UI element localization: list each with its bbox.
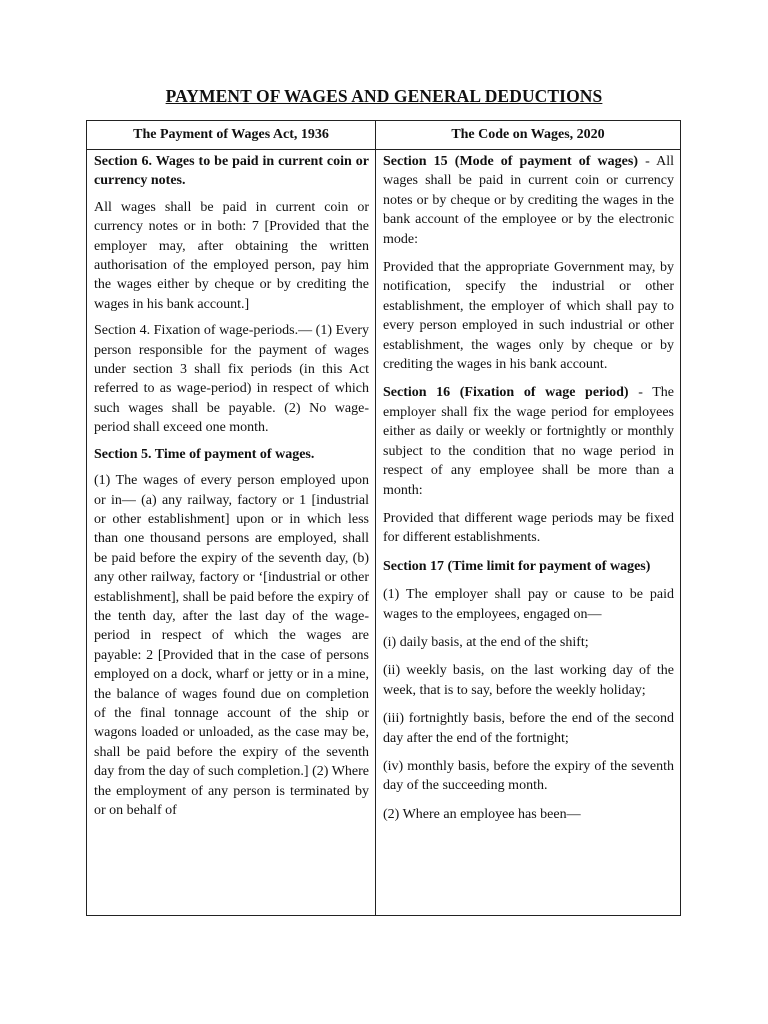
paragraph [383, 709, 674, 748]
paragraph [383, 633, 674, 652]
paragraph-text: (ii) weekly basis, on the last working day of the week, that is to say, before the weekly holiday; [383, 663, 674, 698]
header-payment-of-wages-act: The Payment of Wages Act, 1936 [87, 121, 376, 150]
right-column-text [383, 150, 674, 915]
section-heading: Section 15 (Mode of payment of wages) [383, 154, 638, 169]
left-cell [87, 150, 376, 916]
paragraph [383, 661, 674, 700]
paragraph: All wages shall be paid in current coin or currency notes or in both: 7 [Provided that the employer may, after obtaining the written authorisation of the employed person, pay him the wages either by cheque or by crediting the wages in his bank account.] [94, 199, 369, 312]
page-title: PAYMENT OF WAGES AND GENERAL DEDUCTIONS [165, 86, 603, 106]
table-header-row [87, 121, 681, 150]
paragraph [383, 757, 674, 796]
paragraph-text: (iii) fortnightly basis, before the end of the second day after the end of the fortnight; [383, 711, 674, 746]
left-column-text [94, 150, 369, 915]
paragraph [383, 383, 674, 499]
paragraph [383, 585, 674, 624]
paragraph-text: - The employer shall fix the wage period for employees either as daily or weekly or fortnightly or monthly subject to the condition that no wage period in respect of any employee shall be more than a month: [383, 385, 674, 498]
paragraph-text: Provided that different wage periods may be fixed for different establishments. [383, 510, 674, 546]
paragraph-text: (iv) monthly basis, before the expiry of the seventh day of the succeeding month. [383, 758, 674, 794]
paragraph: Section 4. Fixation of wage-periods.— (1) Every person responsible for the payment of wages under section 3 shall fix periods (in this Act referred to as wage-period) in respect of which such wages shall be payable. (2) No wage-period shall exceed one month. [94, 323, 369, 436]
paragraph-text: Provided that the appropriate Government may, by notification, specify the industrial or other establishment, the employer of which shall pay to every person employed in such industrial or other establishment, the wages only by cheque or by crediting the wages in his bank account. [383, 260, 674, 373]
section-heading: Section 16 (Fixation of wage period) [383, 385, 629, 401]
paragraph [383, 509, 674, 548]
header-code-on-wages: The Code on Wages, 2020 [376, 121, 681, 150]
section-heading: Section 6. Wages to be paid in current coin or currency notes. [94, 154, 369, 189]
paragraph [383, 258, 674, 374]
paragraph-text: (1) The employer shall pay or cause to be paid wages to the employees, engaged on— [383, 587, 674, 622]
paragraph [383, 805, 674, 824]
paragraph [383, 557, 674, 576]
paragraph [383, 152, 674, 249]
section-heading: Section 5. Time of payment of wages. [94, 446, 315, 462]
table-body-row [87, 150, 681, 916]
paragraph-text: - All wages shall be paid in current coin or currency notes or by cheque or by crediting the wages in the bank account of the employee or by the electronic mode: [383, 154, 674, 247]
paragraph-text: (2) Where an employee has been— [383, 806, 581, 822]
comparison-table [86, 120, 681, 916]
right-cell [376, 150, 681, 916]
paragraph-text: (i) daily basis, at the end of the shift; [383, 634, 589, 650]
section-heading: Section 17 (Time limit for payment of wages) [383, 558, 651, 574]
paragraph: (1) The wages of every person employed upon or in— (a) any railway, factory or 1 [industrial or other establishment] upon or in which less than one thousand persons are employed, shall be paid before the expiry of the seventh day, (b) any other railway, factory or ‘[industrial or other establishment], shall be paid before the expiry of the tenth day, after the last day of the wage-period in respect of which the wages are payable: 2 [Provided that in the case of persons employed on a dock, wharf or jetty or in a mine, the balance of wages found due on completion of the final tonnage account of the ship or wagons loaded or unloaded, as the case may be, shall be paid before the expiry of the seventh day from the day of such completion.] (2) Where the employment of any person is terminated by or on behalf of [94, 473, 369, 818]
